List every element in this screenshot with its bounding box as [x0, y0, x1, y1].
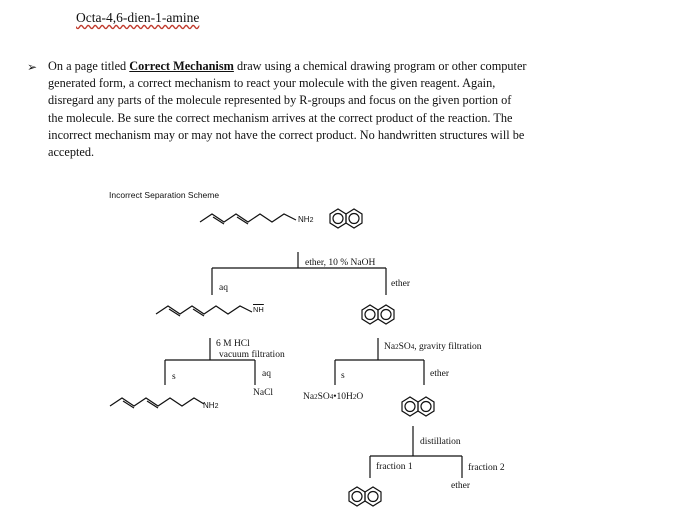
naphthalene-lower-icon: [402, 397, 434, 416]
instructions-part1: On a page titled: [48, 59, 130, 73]
reagent-na2so4-gravity: Na2SO4, gravity filtration: [384, 342, 482, 352]
correct-mechanism-heading: Correct Mechanism: [129, 59, 234, 73]
ether-fraction-label: ether: [451, 481, 470, 491]
solid-label-1: s: [172, 372, 176, 382]
solid-label-2: s: [341, 371, 345, 381]
naphthalene-top-icon: [330, 209, 362, 228]
hydrate-label: Na2SO4•10H2O: [303, 392, 364, 402]
nacl-label: NaCl: [253, 388, 274, 398]
fraction-1-label: fraction 1: [376, 462, 413, 472]
step-ether-naoh: ether, 10 % NaOH: [305, 258, 376, 268]
aqueous-layer-1: aq: [219, 283, 228, 293]
reagent-hcl: 6 M HCl: [216, 339, 250, 349]
naphthalene-bottom-icon: [349, 487, 381, 506]
page-title: Octa-4,6-dien-1-amine: [76, 10, 200, 25]
ether-layer-2: ether: [430, 369, 449, 379]
bullet-arrow-icon: ➢: [27, 60, 38, 74]
distillation-step: distillation: [420, 437, 461, 447]
amine-label-top: NH2: [298, 215, 314, 224]
nh-label: $\overline{NH}$: [253, 305, 264, 314]
fraction-2-label: fraction 2: [468, 463, 505, 473]
ether-layer-1: ether: [391, 279, 410, 289]
aqueous-layer-2: aq: [262, 369, 271, 379]
scheme-title: Incorrect Separation Scheme: [109, 190, 220, 200]
vacuum-filtration: vacuum filtration: [219, 350, 285, 360]
amine-label-bottom: NH2: [203, 401, 219, 410]
naphthalene-middle-icon: [362, 305, 394, 324]
instructions-part2: draw using a chemical drawing program or other computer generated form, a correct mechanism to react your molecule with the given reagent. Again, disregard any parts of the molecule represented by R-groups and focus on the given portion of the molecule. Be sure the correct mechanism arrives at the correct product of the reaction. The incorrect mechanism may or may not have the correct product. No handwritten structures will be accepted.: [48, 59, 527, 160]
